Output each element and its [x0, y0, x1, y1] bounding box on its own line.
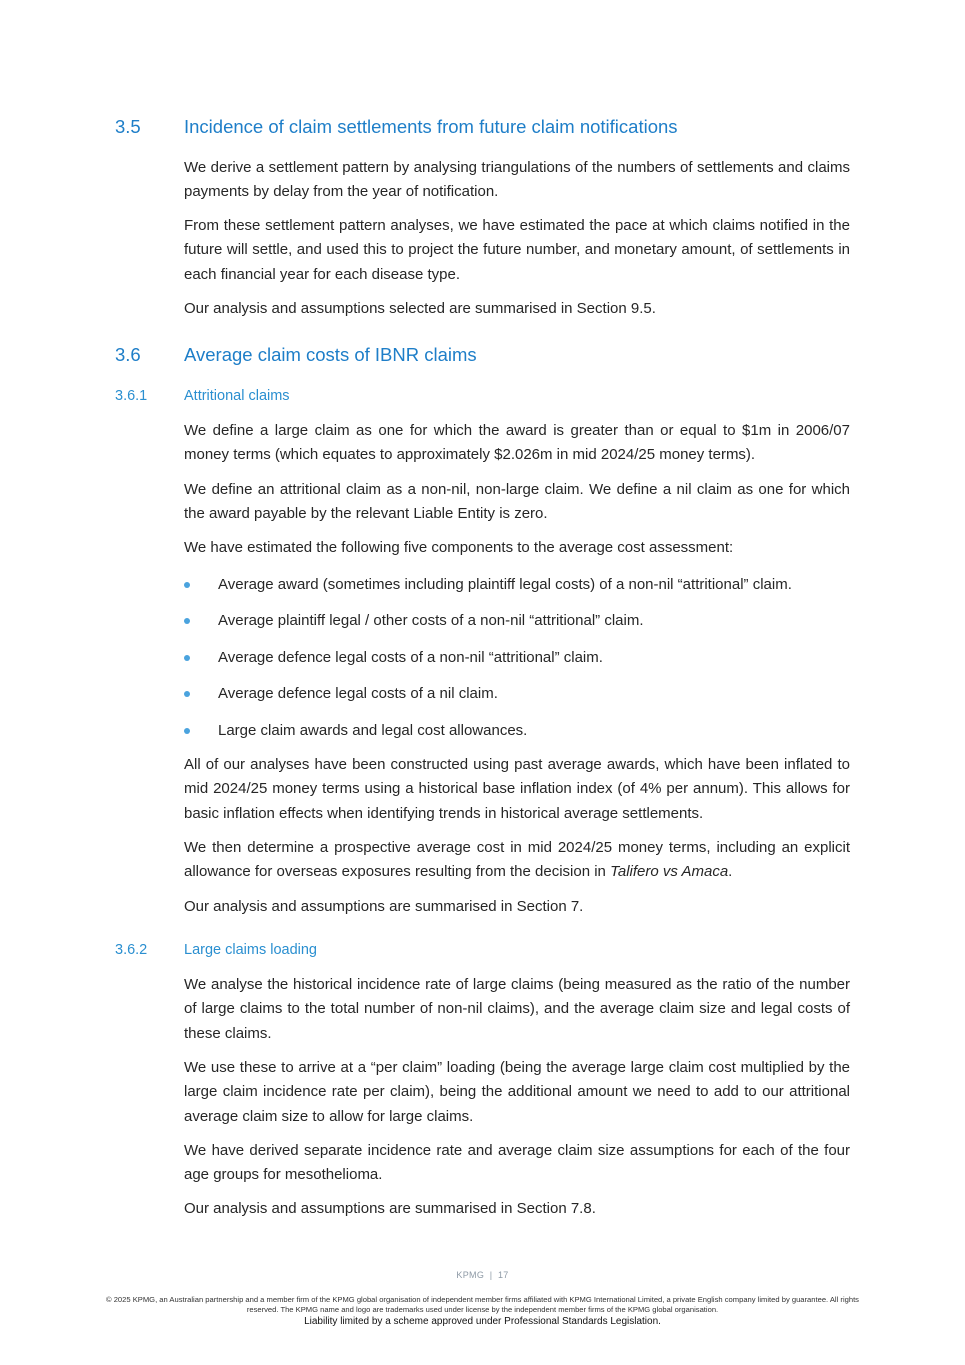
copyright-notice: © 2025 KPMG, an Australian partnership and a member firm of the KPMG global organisation of independent member firms affiliated with KPMG International Limited, a private English company limited by guarantee. All rights reserved. The KPMG name and logo are trademarks used under license by the independent member firms of the KPMG global organisation. [106, 1295, 859, 1314]
list-item-text: Average defence legal costs of a nil claim. [218, 685, 498, 702]
paragraph: We have estimated the following five components to the average cost assessment: [184, 539, 734, 556]
paragraph: All of our analyses have been constructed using past average awards, which have been inflated to mid 2024/25 money terms using a historical base inflation index (of 4% per annum). This allows for basic inflation effects when identifying trends in historical average settlements. [184, 756, 850, 822]
bullet-icon [184, 618, 190, 624]
section-title: Average claim costs of IBNR claims [184, 344, 477, 365]
paragraph: We derive a settlement pattern by analysing triangulations of the numbers of settlements and claims payments by delay from the year of notification. [184, 159, 850, 201]
bullet-icon [184, 655, 190, 661]
paragraph: We have derived separate incidence rate and average claim size assumptions for each of the four age groups for mesothelioma. [184, 1142, 850, 1184]
case-name: Talifero vs Amaca [610, 863, 729, 881]
paragraph: Our analysis and assumptions are summarised in Section 7. [184, 898, 584, 915]
subsection-title: Large claims loading [184, 942, 317, 958]
section-number: 3.5 [115, 116, 141, 137]
list-item-text: Average award (sometimes including plaintiff legal costs) of a non-nil “attritional” claim. [218, 576, 792, 593]
paragraph: Our analysis and assumptions are summarised in Section 7.8. [184, 1200, 596, 1217]
section-number: 3.6 [115, 344, 141, 365]
paragraph-text: We then determine a prospective average cost in mid 2024/25 money terms, including an explicit allowance for overseas exposures resulting from the decision in [184, 839, 850, 881]
paragraph: We use these to arrive at a “per claim” loading (being the average large claim cost multiplied by the large claim incidence rate per claim), being the additional amount we need to add to our attritional average claim size to allow for large claims. [184, 1059, 850, 1125]
subsection-number: 3.6.1 [115, 388, 148, 404]
list-item-text: Average plaintiff legal / other costs of a non-nil “attritional” claim. [218, 612, 644, 629]
paragraph: From these settlement pattern analyses, we have estimated the pace at which claims notified in the future will settle, and used this to project the future number, and monetary amount, of settlements in each financial year for each disease type. [184, 217, 850, 283]
list-item-text: Large claim awards and legal cost allowances. [218, 722, 528, 739]
page-number: KPMG | 17 [456, 1270, 509, 1280]
subsection-number: 3.6.2 [115, 942, 148, 958]
paragraph: Our analysis and assumptions selected are summarised in Section 9.5. [184, 300, 656, 317]
paragraph [184, 836, 850, 885]
bullet-icon [184, 582, 190, 588]
paragraph: We define a large claim as one for which the award is greater than or equal to $1m in 2006/07 money terms (which equates to approximately $2.026m in mid 2024/25 money terms). [184, 422, 850, 464]
section-title: Incidence of claim settlements from future claim notifications [184, 116, 678, 137]
bullet-icon [184, 691, 190, 697]
paragraph: We analyse the historical incidence rate of large claims (being measured as the ratio of the number of large claims to the total number of non-nil claims), and the average claim size and legal costs of these claims. [184, 976, 850, 1042]
list-item-text: Average defence legal costs of a non-nil “attritional” claim. [218, 649, 603, 666]
bullet-icon [184, 728, 190, 734]
liability-notice: Liability limited by a scheme approved under Professional Standards Legislation. [304, 1316, 661, 1327]
paragraph: We define an attritional claim as a non-nil, non-large claim. We define a nil claim as one for which the award payable by the relevant Liable Entity is zero. [184, 481, 850, 523]
subsection-title: Attritional claims [184, 388, 290, 404]
paragraph-text: . [728, 863, 733, 881]
